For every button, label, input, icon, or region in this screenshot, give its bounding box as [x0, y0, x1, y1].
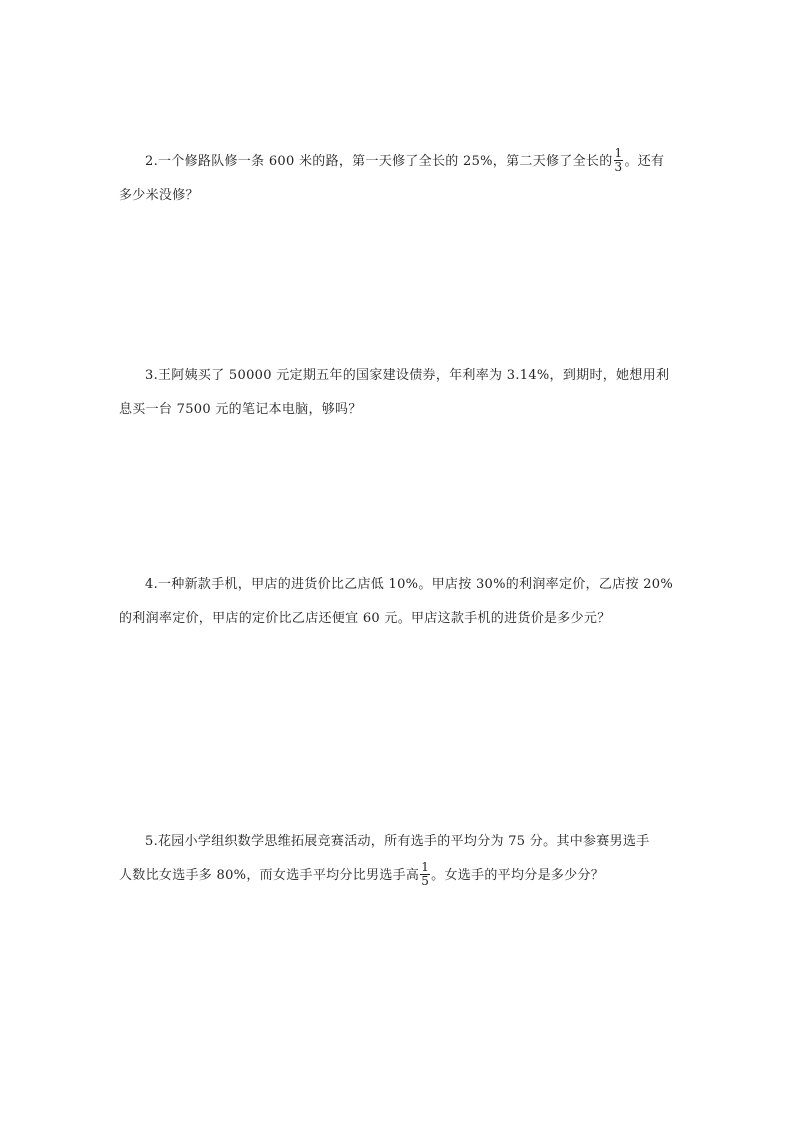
problem-2-line-2: 多少米没修？ [119, 188, 199, 203]
problem-2-line-1 [119, 145, 675, 179]
problem-5-text-a: 人数比女选手多 80%，而女选手平均分比男选手高 [119, 868, 420, 883]
fraction-numerator: 1 [421, 860, 430, 874]
problem-2-text-a: 2.一个修路队修一条 600 米的路，第一天修了全长的 25%，第二天修了全长的 [145, 154, 613, 169]
problem-3 [119, 359, 675, 427]
problem-5-line-1: 5.花园小学组织数学思维拓展竞赛活动，所有选手的平均分为 75 分。其中参赛男选手 [145, 834, 650, 849]
fraction-one-third [614, 147, 624, 174]
problem-3-line-2: 息买一台 7500 元的笔记本电脑，够吗？ [119, 402, 362, 417]
fraction-one-fifth [420, 861, 430, 888]
fraction-denominator: 3 [614, 160, 623, 174]
problem-5 [119, 825, 675, 893]
fraction-denominator: 5 [421, 874, 430, 888]
problem-2-text-b: 。还有 [624, 154, 665, 169]
problem-3-line-1: 3.王阿姨买了 50000 元定期五年的国家建设债券，年利率为 3.14%，到期时，她想用利 [145, 368, 670, 383]
problem-4-line-1: 4.一种新款手机，甲店的进货价比乙店低 10%。甲店按 30%的利润率定价，乙店按 20% [145, 577, 673, 592]
problem-5-text-b: 。女选手的平均分是多少分？ [431, 868, 605, 883]
problem-5-line-2 [119, 859, 675, 893]
problem-4-line-2: 的利润率定价，甲店的定价比乙店还便宜 60 元。甲店这款手机的进货价是多少元？ [119, 611, 611, 626]
fraction-numerator: 1 [614, 146, 623, 160]
problem-4 [119, 568, 675, 636]
problem-2 [119, 145, 675, 213]
